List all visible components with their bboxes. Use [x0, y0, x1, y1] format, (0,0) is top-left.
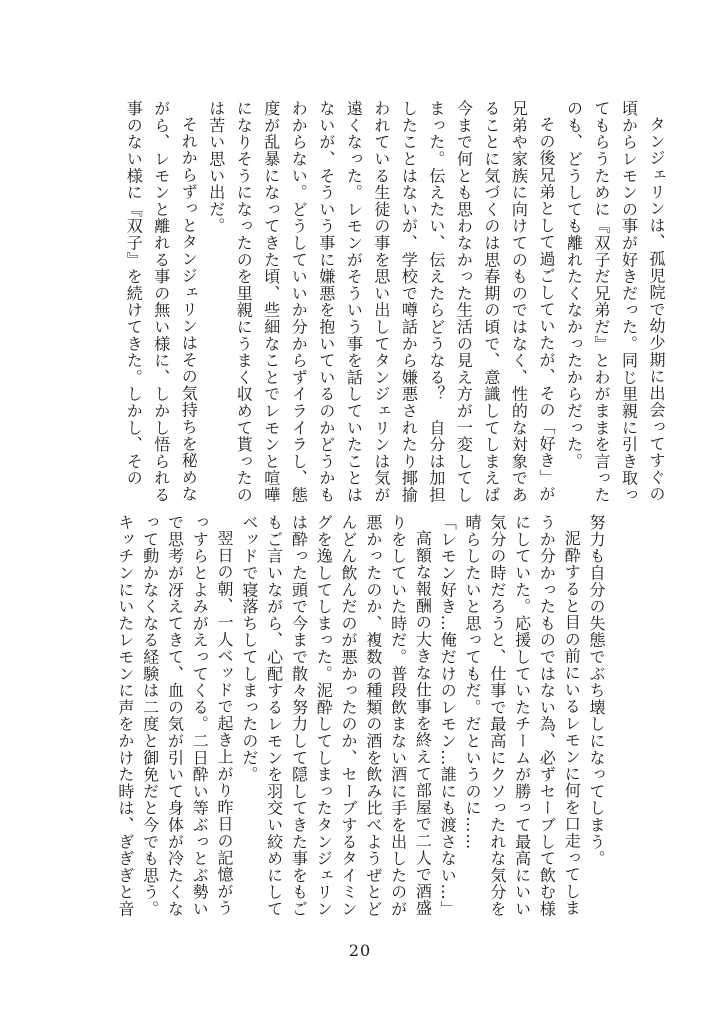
bottom-text-block — [108, 514, 608, 920]
page-number: 20 — [348, 941, 372, 960]
paragraph: それからずっとタンジェリンはその気持ちを秘めながら、レモンと離れる事の無い様に、しかし悟られる事のない様に『双子』を続けてきた。しかし、その — [124, 100, 199, 504]
paragraph: その後兄弟として過ごしていたが、その「好き」が兄弟や家族に向けてのものではなく、性的な対象であることに気づくのは思春期の頃で、意識してしまえば今まで何とも思わなかった生活の見え方が一変してしまった。伝えたい、伝えたらどうなる？ 自分は加担したことはないが、学校で噂話から嫌悪されたり揶揄われている生徒の事を思い出してタンジェリンは気が遠くなった。レモンがそういう事を話していたことはないが、そういう事に嫌悪を抱いているのかどうかもわからない。どうしていいか分からずイライラし、態度が乱暴になってきた頃、些細なことでレモンと喧嘩になりそうになったのを里親にうまく収めて貰ったのは苦い思い出だ。 — [206, 100, 556, 504]
paragraph: 高額な報酬の大きな仕事を終えて部屋で二人で酒盛りをしていた時だ。普段飲まない酒に手を出したのが悪かったのか、複数の種類の酒を飲み比べようぜとどんどん飲んだのが悪かったのか、セーブするタイミングを逸してしまった。泥酔してしまったタンジェリンは酔った頭で今まで散々努力して隠してきた事をもごもご言いながら、心配するレモンを羽交い絞めにしてベッドで寝落ちしてしまったのだ。 — [239, 514, 433, 918]
dialogue-line: 「レモン好き…俺だけのレモン…誰にも渡さない…」 — [438, 514, 458, 918]
paragraph: タンジェリンは、孤児院で幼少期に出会ってすぐの頃からレモンの事が好きだった。同じ里親に引き取ってもらうために『双子だ兄弟だ』とわがままを言ったのも、どうしても離れたくなかったからだった。 — [564, 100, 666, 504]
top-text-block — [114, 100, 670, 506]
paragraph-continuation: 努力も自分の失態でぶち壊しになってしまう。 — [587, 514, 606, 867]
paragraph: 泥酔すると目の前にいるレモンに何を口走ってしまうか分かったものではない為、必ずセーブして飲む様にしていた。応援していたチームが勝って最高にいい気分の時だろうと、仕事で最高にクソったれな気分を晴らしたいと思ってもだ。だというのに…… — [463, 514, 582, 918]
paragraph: 翌日の朝、一人ベッドで起き上がり昨日の記憶がうっすらとよみがえってくる。二日酔い等ぶっとぶ勢いで思考が冴えてきて、血の気が引いて身体が冷たくなって動かなくなる経験は二度と御免だと今でも思う。キッチンにいたレモンに声をかけた時は、ぎぎぎと音 — [115, 514, 235, 918]
